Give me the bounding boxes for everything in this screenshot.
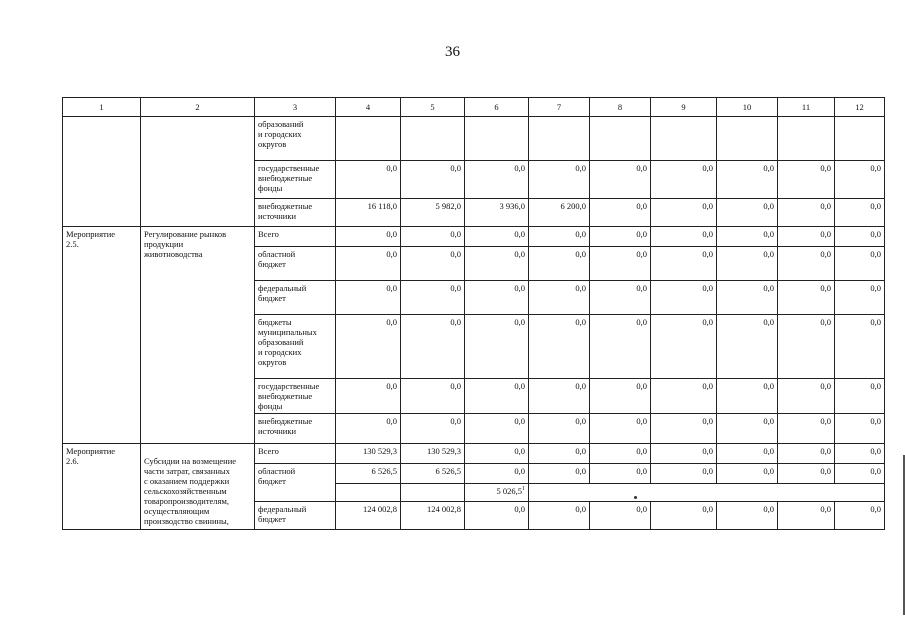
page-number: 36 <box>445 44 460 60</box>
value-cell: 0,0 <box>835 502 885 530</box>
header-cell: 12 <box>835 98 885 117</box>
value-cell: 0,0 <box>651 199 717 227</box>
value-cell: 0,0 <box>778 379 835 414</box>
value-cell: 0,0 <box>336 379 401 414</box>
value-cell: 0,0 <box>835 414 885 444</box>
value-cell: 0,0 <box>401 315 465 379</box>
value-cell: 0,0 <box>465 281 529 315</box>
value-cell: 0,0 <box>590 444 651 464</box>
value-cell: 0,0 <box>529 444 590 464</box>
value-cell: 0,0 <box>717 161 778 199</box>
value-cell <box>336 117 401 161</box>
value-cell: 0,0 <box>651 227 717 247</box>
value-cell <box>778 117 835 161</box>
value-cell <box>590 117 651 161</box>
value-cell: 0,0 <box>778 247 835 281</box>
value-cell: 0,0 <box>651 502 717 530</box>
value-cell: 130 529,3 <box>336 444 401 464</box>
value-cell: 0,0 <box>717 464 778 484</box>
value-cell: 0,0 <box>529 247 590 281</box>
value-cell: 0,0 <box>401 281 465 315</box>
value-cell: 0,0 <box>835 315 885 379</box>
value-cell: 0,0 <box>401 379 465 414</box>
header-cell: 1 <box>63 98 141 117</box>
value-cell: 0,0 <box>717 444 778 464</box>
value-cell: 0,0 <box>717 502 778 530</box>
value-cell: 0,0 <box>465 379 529 414</box>
value-cell: 0,0 <box>835 444 885 464</box>
footnoted-value-cell <box>465 484 529 502</box>
scan-speck <box>634 496 637 499</box>
value-cell: 0,0 <box>717 414 778 444</box>
header-cell: 9 <box>651 98 717 117</box>
value-cell: 0,0 <box>336 227 401 247</box>
header-cell: 7 <box>529 98 590 117</box>
value-cell: 0,0 <box>651 281 717 315</box>
value-cell: 0,0 <box>778 281 835 315</box>
value-cell: 0,0 <box>717 281 778 315</box>
header-cell: 2 <box>141 98 255 117</box>
value-cell: 130 529,3 <box>401 444 465 464</box>
value-cell <box>529 484 885 502</box>
value-cell: 0,0 <box>465 315 529 379</box>
header-cell: 6 <box>465 98 529 117</box>
funding-source-cell: Всего <box>255 444 336 464</box>
value-cell: 0,0 <box>717 247 778 281</box>
value-cell: 0,0 <box>336 315 401 379</box>
table-row <box>63 227 885 247</box>
header-cell: 4 <box>336 98 401 117</box>
value-cell <box>529 117 590 161</box>
value-cell: 0,0 <box>651 315 717 379</box>
value-cell: 0,0 <box>717 315 778 379</box>
funding-source-cell: государственные внебюджетные фонды <box>255 379 336 414</box>
funding-source-cell: государственные внебюджетные фонды <box>255 161 336 199</box>
value-cell: 0,0 <box>590 281 651 315</box>
event-id-cell: Мероприятие 2.5. <box>63 227 141 444</box>
event-id-cell <box>63 117 141 227</box>
value-cell <box>717 117 778 161</box>
value-cell: 0,0 <box>651 464 717 484</box>
funding-source-cell: внебюджетные источники <box>255 414 336 444</box>
table-row <box>63 444 885 464</box>
value-cell: 0,0 <box>717 379 778 414</box>
value-cell: 0,0 <box>529 161 590 199</box>
funding-source-cell: образований и городских округов <box>255 117 336 161</box>
footnote-marker: 1 <box>522 486 525 492</box>
funding-source-cell: федеральный бюджет <box>255 502 336 530</box>
value-cell: 0,0 <box>401 414 465 444</box>
value-cell: 0,0 <box>529 315 590 379</box>
value-cell: 0,0 <box>717 227 778 247</box>
value-cell: 6 200,0 <box>529 199 590 227</box>
value-cell: 0,0 <box>835 247 885 281</box>
value-cell: 0,0 <box>529 227 590 247</box>
value-cell: 5 982,0 <box>401 199 465 227</box>
value-cell <box>401 484 465 502</box>
value-cell <box>835 117 885 161</box>
event-name-cell: Субсидии на возмещение части затрат, связанных с оказанием поддержки сельскохозяйственным товаропроизводителям, осуществляющим производство свинины, <box>141 444 255 530</box>
value-cell: 0,0 <box>778 464 835 484</box>
table-row <box>63 117 885 161</box>
value-cell: 0,0 <box>651 247 717 281</box>
value-cell: 0,0 <box>778 315 835 379</box>
funding-source-cell: внебюджетные источники <box>255 199 336 227</box>
value-cell: 0,0 <box>835 281 885 315</box>
value-cell: 0,0 <box>778 502 835 530</box>
value-cell <box>651 117 717 161</box>
funding-source-cell: федеральный бюджет <box>255 281 336 315</box>
value-cell: 124 002,8 <box>336 502 401 530</box>
value-cell: 0,0 <box>336 161 401 199</box>
value-cell: 0,0 <box>651 414 717 444</box>
event-id-cell: Мероприятие 2.6. <box>63 444 141 530</box>
footnoted-value: 5 026,5 <box>496 486 522 496</box>
value-cell <box>401 117 465 161</box>
value-cell: 0,0 <box>590 199 651 227</box>
value-cell: 0,0 <box>778 199 835 227</box>
event-name-cell <box>141 117 255 227</box>
value-cell: 0,0 <box>590 227 651 247</box>
value-cell: 0,0 <box>835 199 885 227</box>
value-cell: 0,0 <box>465 227 529 247</box>
budget-table <box>62 97 885 530</box>
value-cell: 0,0 <box>651 379 717 414</box>
value-cell: 0,0 <box>465 502 529 530</box>
value-cell <box>465 117 529 161</box>
value-cell: 0,0 <box>590 247 651 281</box>
value-cell: 0,0 <box>717 199 778 227</box>
value-cell: 0,0 <box>401 161 465 199</box>
header-cell: 10 <box>717 98 778 117</box>
value-cell: 0,0 <box>401 247 465 281</box>
value-cell: 0,0 <box>529 502 590 530</box>
value-cell: 0,0 <box>336 247 401 281</box>
value-cell: 0,0 <box>465 464 529 484</box>
value-cell: 0,0 <box>835 464 885 484</box>
value-cell: 0,0 <box>590 315 651 379</box>
value-cell: 0,0 <box>465 247 529 281</box>
value-cell: 0,0 <box>529 414 590 444</box>
funding-source-cell: областной бюджет <box>255 464 336 502</box>
value-cell: 0,0 <box>590 161 651 199</box>
value-cell: 0,0 <box>651 444 717 464</box>
value-cell: 0,0 <box>336 414 401 444</box>
value-cell: 0,0 <box>336 281 401 315</box>
value-cell: 0,0 <box>835 379 885 414</box>
funding-source-cell: областной бюджет <box>255 247 336 281</box>
value-cell: 0,0 <box>835 161 885 199</box>
value-cell: 16 118,0 <box>336 199 401 227</box>
value-cell: 0,0 <box>778 414 835 444</box>
header-cell: 8 <box>590 98 651 117</box>
value-cell: 0,0 <box>778 227 835 247</box>
value-cell: 124 002,8 <box>401 502 465 530</box>
value-cell: 6 526,5 <box>336 464 401 484</box>
value-cell: 0,0 <box>651 161 717 199</box>
header-cell: 3 <box>255 98 336 117</box>
value-cell: 0,0 <box>401 227 465 247</box>
value-cell: 0,0 <box>835 227 885 247</box>
header-cell: 11 <box>778 98 835 117</box>
event-name-cell: Регулирование рынков продукции животноводства <box>141 227 255 444</box>
value-cell: 0,0 <box>529 281 590 315</box>
funding-source-cell: бюджеты муниципальных образований и городских округов <box>255 315 336 379</box>
value-cell: 0,0 <box>465 161 529 199</box>
value-cell: 0,0 <box>778 444 835 464</box>
value-cell <box>336 484 401 502</box>
value-cell: 6 526,5 <box>401 464 465 484</box>
funding-source-cell: Всего <box>255 227 336 247</box>
value-cell: 0,0 <box>778 161 835 199</box>
value-cell: 0,0 <box>465 444 529 464</box>
value-cell: 0,0 <box>590 502 651 530</box>
value-cell: 0,0 <box>590 464 651 484</box>
header-cell: 5 <box>401 98 465 117</box>
value-cell: 0,0 <box>529 464 590 484</box>
value-cell: 0,0 <box>590 414 651 444</box>
value-cell: 0,0 <box>529 379 590 414</box>
value-cell: 3 936,0 <box>465 199 529 227</box>
value-cell: 0,0 <box>590 379 651 414</box>
value-cell: 0,0 <box>465 414 529 444</box>
